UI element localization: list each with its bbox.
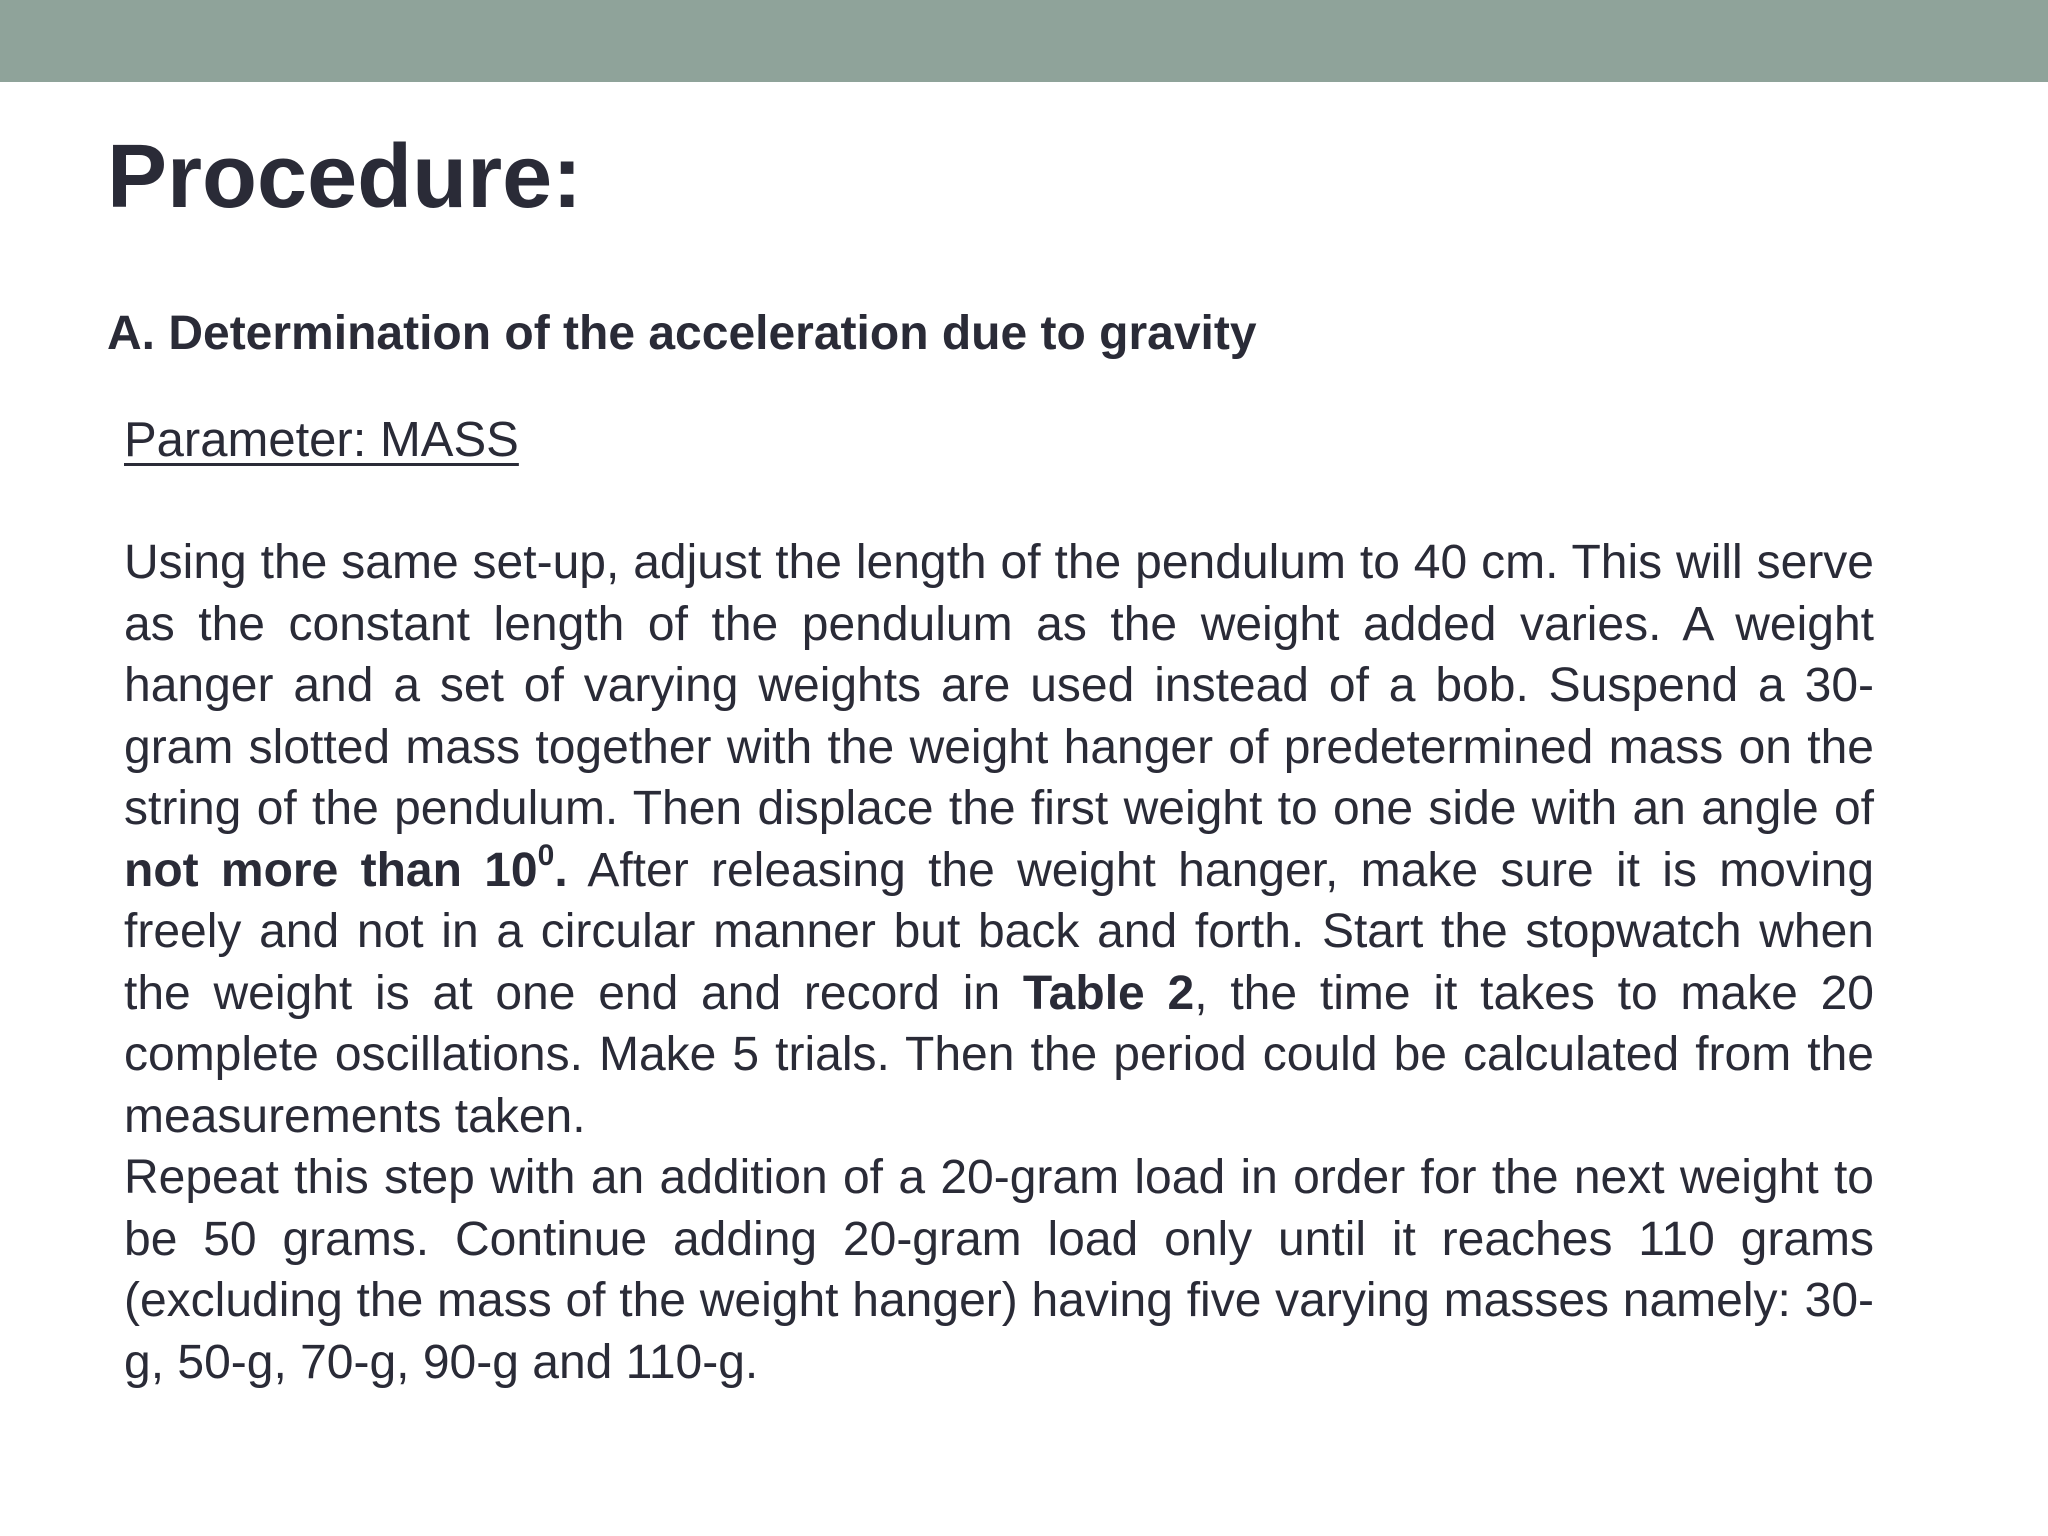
top-accent-bar xyxy=(0,0,2048,82)
angle-limit-text xyxy=(124,838,568,897)
procedure-body xyxy=(124,532,1874,1393)
angle-limit-value: not more than 10 xyxy=(124,843,538,897)
slide-title: Procedure: xyxy=(107,127,583,227)
section-heading: A. Determination of the acceleration due to gravity xyxy=(107,307,1257,360)
angle-limit-period: . xyxy=(554,843,568,897)
table-reference: Table 2 xyxy=(1022,966,1195,1020)
paragraph-1-part-3: , the time it takes to make 20 complete oscillations. Make 5 trials. Then the period could be calculated from the measurements taken. xyxy=(124,966,1874,1143)
paragraph-1-part-1: Using the same set-up, adjust the length of the pendulum to 40 cm. This will serve as the constant length of the pendulum as the weight added varies. A weight hanger and a set of varying weights are used instead of a bob. Suspend a 30-gram slotted mass together with the weight hanger of predetermined mass on the string of the pendulum. Then displace the first weight to one side with an angle of xyxy=(124,536,1874,835)
procedure-paragraph-2: Repeat this step with an addition of a 20-gram load in order for the next weight to be 50 grams. Continue adding 20-gram load only until it reaches 110 grams (excluding the mass of the weight hanger) having five varying masses namely: 30-g, 50-g, 70-g, 90-g and 110-g. xyxy=(124,1151,1874,1389)
paragraph-1-part-2: After releasing the weight hanger, make sure it is moving freely and not in a circular manner but back and forth. Start the stopwatch when the weight is at one end and record in xyxy=(124,843,1875,1020)
degree-superscript: 0 xyxy=(537,838,555,872)
parameter-label: Parameter: MASS xyxy=(124,413,519,467)
procedure-paragraph-1 xyxy=(124,532,1874,1147)
